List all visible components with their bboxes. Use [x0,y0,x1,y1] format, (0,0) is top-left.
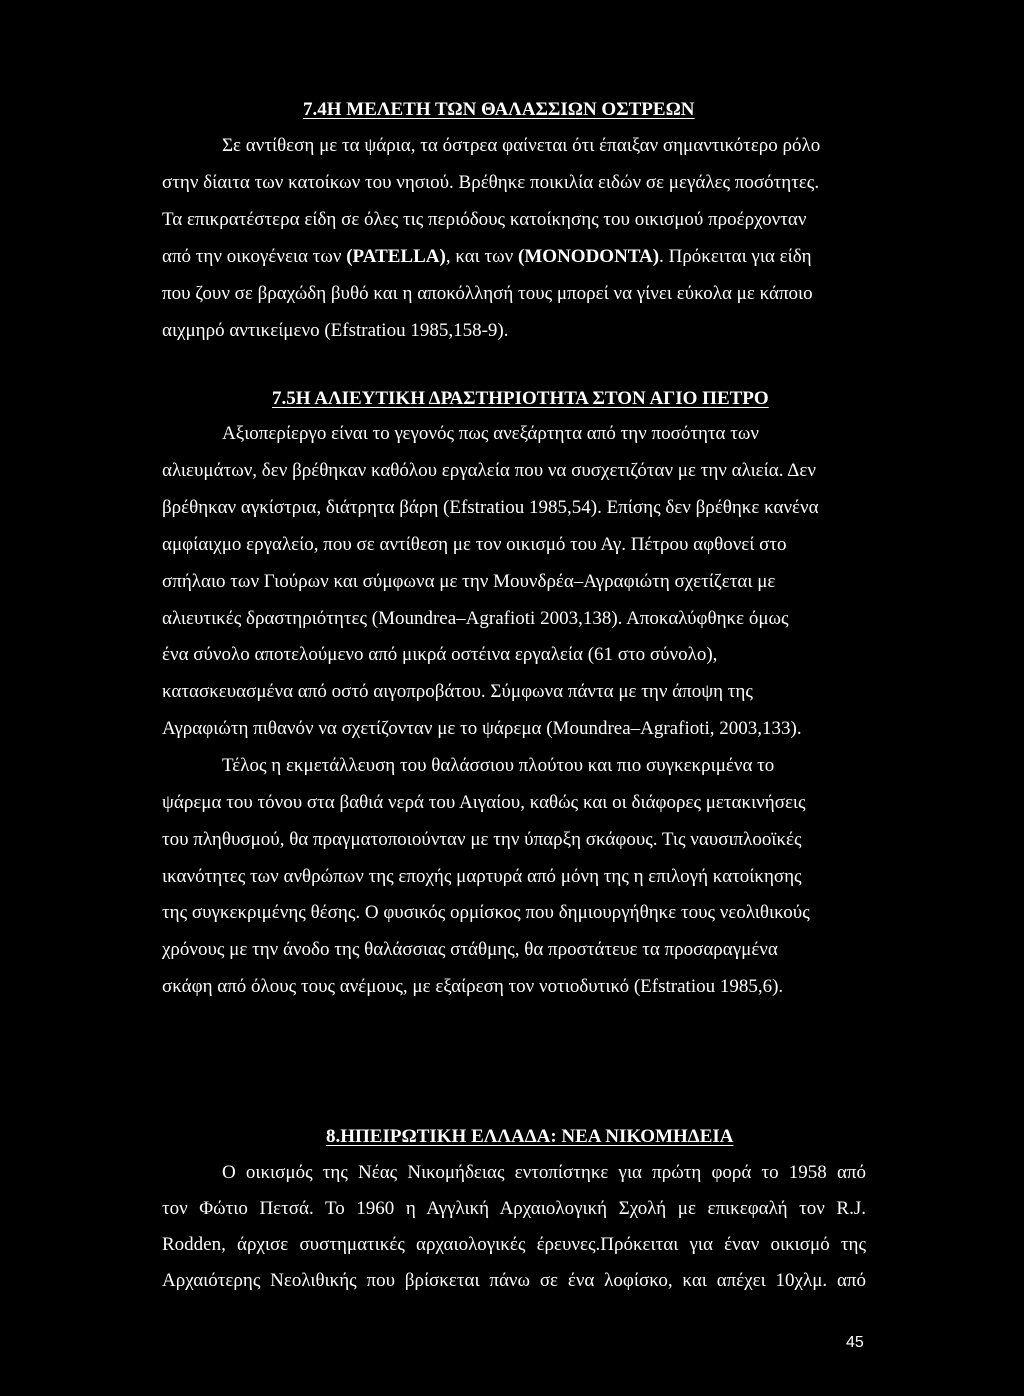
paragraph-line: του πληθυσμού, θα πραγματοποιούνταν με την ύπαρξη σκάφους. Τις ναυσιπλοοϊκές [162,829,802,850]
paragraph-line: ψάρεμα του τόνου στα βαθιά νερά του Αιγαίου, καθώς και οι διάφορες μετακινήσεις [162,792,806,813]
paragraph-line: βρέθηκαν αγκίστρια, διάτρητα βάρη (Efstratiou 1985,54). Επίσης δεν βρέθηκε κανένα [162,497,819,518]
paragraph-line: αμφίαιχμο εργαλείο, που σε αντίθεση με τον οικισμό του Αγ. Πέτρου αφθονεί στο [162,534,787,555]
paragraph-line-taxa [162,245,812,269]
section-heading-8: 8.ΗΠΕΙΡΩΤΙΚΗ ΕΛΛΑΔΑ: ΝΕΑ ΝΙΚΟΜΗΔΕΙΑ [326,1126,734,1147]
paragraph-line: που ζουν σε βραχώδη βυθό και η αποκόλλησή τους μπορεί να γίνει εύκολα με κάποιο [162,283,813,304]
paragraph-line: αλιευμάτων, δεν βρέθηκαν καθόλου εργαλεία που να συσχετιζόταν με την αλιεία. Δεν [162,460,816,481]
section-heading-7-4: 7.4Η ΜΕΛΕΤΗ ΤΩΝ ΘΑΛΑΣΣΙΩΝ ΟΣΤΡΕΩΝ [303,99,695,120]
paragraph-line: Σε αντίθεση με τα ψάρια, τα όστρεα φαίνεται ότι έπαιξαν σημαντικότερο ρόλο [222,135,821,156]
paragraph-line: της συγκεκριμένης θέσης. Ο φυσικός ορμίσκος που δημιουργήθηκε τους νεολιθικούς [162,902,810,923]
section-heading-7-5: 7.5Η ΑΛΙΕΥΤΙΚΗ ΔΡΑΣΤΗΡΙΟΤΗΤΑ ΣΤΟΝ ΑΓΙΟ ΠΕΤΡΟ [272,388,769,409]
taxon-monodonta: (MONODONTA) [518,246,660,267]
paragraph-line: Αρχαιότερης Νεολιθικής που βρίσκεται πάνω σε ένα λοφίσκο, και απέχει 10χλμ. από [162,1270,866,1291]
paragraph-line: Τέλος η εκμετάλλευση του θαλάσσιου πλούτου και πιο συγκεκριμένα το [222,755,775,776]
paragraph-line: κατασκευασμένα από οστό αιγοπροβάτου. Σύμφωνα πάντα με την άποψη της [162,681,753,702]
paragraph-line: σκάφη από όλους τους ανέμους, με εξαίρεση τον νοτιοδυτικό (Efstratiou 1985,6). [162,976,784,997]
taxon-patella: (PATELLA) [346,246,446,267]
paragraph-line: χρόνους με την άνοδο της θαλάσσιας στάθμης, θα προστάτευε τα προσαραγμένα [162,939,778,960]
text-run: , και των [445,246,514,267]
paragraph-line: σπήλαιο των Γιούρων και σύμφωνα με την Μουνδρέα–Αγραφιώτη σχετίζεται με [162,571,776,592]
paragraph-line: τον Φώτιο Πετσά. Το 1960 η Αγγλική Αρχαιολογική Σχολή με επικεφαλή τον R.J. [162,1198,866,1219]
paragraph-line: ικανότητες των ανθρώπων της εποχής μαρτυρά από μόνη της η επιλογή κατοίκησης [162,866,802,887]
paragraph-line: Τα επικρατέστερα είδη σε όλες τις περιόδους κατοίκησης του οικισμού προέρχονταν [162,209,807,230]
paragraph-line: Αξιοπερίεργο είναι το γεγονός πως ανεξάρτητα από την ποσότητα των [222,423,759,444]
paragraph-line: Ο οικισμός της Νέας Νικομήδειας εντοπίστηκε για πρώτη φορά το 1958 από [222,1162,866,1183]
paragraph-line: Αγραφιώτη πιθανόν να σχετίζονταν με το ψάρεμα (Moundrea–Agrafioti, 2003,133). [162,718,802,739]
text-run: από την οικογένεια των [162,246,342,267]
page-number: 45 [846,1334,864,1351]
paragraph-line: ένα σύνολο αποτελούμενο από μικρά οστέινα εργαλεία (61 στο σύνολο), [162,644,718,665]
paragraph-line: αιχμηρό αντικείμενο (Efstratiou 1985,158-9). [162,320,509,341]
paragraph-line: στην δίαιτα των κατοίκων του νησιού. Βρέθηκε ποικιλία ειδών σε μεγάλες ποσότητες. [162,172,820,193]
text-run: . Πρόκειται για είδη [659,246,812,267]
paragraph-line: Rodden, άρχισε συστηματικές αρχαιολογικές έρευνες.Πρόκειται για έναν οικισμό της [162,1234,866,1255]
paragraph-line: αλιευτικές δραστηριότητες (Moundrea–Agrafioti 2003,138). Αποκαλύφθηκε όμως [162,608,789,629]
